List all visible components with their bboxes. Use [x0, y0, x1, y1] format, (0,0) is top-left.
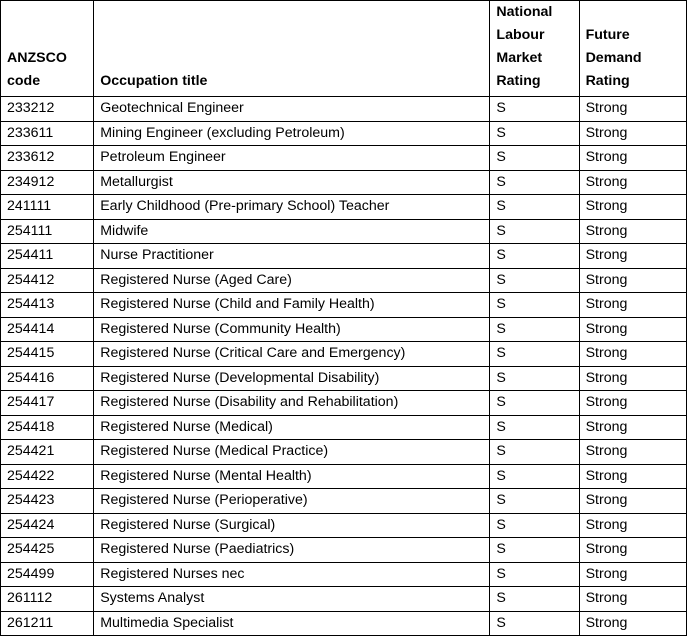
cell-occupation-title: Registered Nurses nec [94, 562, 490, 587]
cell-occupation-title: Nurse Practitioner [94, 244, 490, 269]
table-row [1, 146, 687, 171]
cell-national-rating: S [490, 146, 579, 171]
cell-future-demand-rating: Strong [579, 170, 686, 195]
cell-occupation-title: Registered Nurse (Developmental Disability) [94, 366, 490, 391]
cell-national-rating: S [490, 366, 579, 391]
cell-anzsco-code: 261211 [1, 611, 94, 636]
cell-occupation-title: Registered Nurse (Critical Care and Emergency) [94, 342, 490, 367]
cell-occupation-title: Systems Analyst [94, 587, 490, 612]
cell-anzsco-code: 254416 [1, 366, 94, 391]
cell-future-demand-rating: Strong [579, 97, 686, 122]
cell-occupation-title: Registered Nurse (Medical Practice) [94, 440, 490, 465]
table-body [1, 97, 687, 636]
cell-future-demand-rating: Strong [579, 489, 686, 514]
cell-anzsco-code: 254417 [1, 391, 94, 416]
table-row [1, 366, 687, 391]
header-anzsco-code-line: code [7, 73, 41, 89]
header-anzsco-code [1, 1, 94, 97]
cell-future-demand-rating: Strong [579, 440, 686, 465]
cell-occupation-title: Registered Nurse (Perioperative) [94, 489, 490, 514]
header-row [1, 1, 687, 97]
table-row [1, 121, 687, 146]
header-future-demand-rating-line: Demand [585, 50, 642, 66]
cell-anzsco-code: 254411 [1, 244, 94, 269]
cell-national-rating: S [490, 195, 579, 220]
cell-future-demand-rating: Strong [579, 391, 686, 416]
table-header [1, 1, 687, 97]
cell-national-rating: S [490, 317, 579, 342]
cell-future-demand-rating: Strong [579, 464, 686, 489]
cell-occupation-title: Registered Nurse (Medical) [94, 415, 490, 440]
header-future-demand-rating [579, 1, 686, 97]
cell-national-rating: S [490, 342, 579, 367]
header-future-demand-rating-line: Rating [585, 73, 630, 89]
cell-future-demand-rating: Strong [579, 195, 686, 220]
cell-national-rating: S [490, 219, 579, 244]
cell-occupation-title: Metallurgist [94, 170, 490, 195]
cell-anzsco-code: 254422 [1, 464, 94, 489]
table-row [1, 293, 687, 318]
header-national-rating-line: National [496, 4, 553, 20]
cell-national-rating: S [490, 464, 579, 489]
table-row [1, 611, 687, 636]
header-national-rating-line: Labour [496, 27, 545, 43]
cell-anzsco-code: 261112 [1, 587, 94, 612]
cell-national-rating: S [490, 244, 579, 269]
cell-national-rating: S [490, 170, 579, 195]
cell-national-rating: S [490, 440, 579, 465]
cell-national-rating: S [490, 415, 579, 440]
table-row [1, 342, 687, 367]
cell-future-demand-rating: Strong [579, 513, 686, 538]
cell-anzsco-code: 254413 [1, 293, 94, 318]
cell-national-rating: S [490, 293, 579, 318]
table-row [1, 170, 687, 195]
header-national-rating-line: Market [496, 50, 543, 66]
cell-national-rating: S [490, 268, 579, 293]
cell-occupation-title: Geotechnical Engineer [94, 97, 490, 122]
cell-future-demand-rating: Strong [579, 244, 686, 269]
cell-occupation-title: Registered Nurse (Disability and Rehabilitation) [94, 391, 490, 416]
cell-national-rating: S [490, 121, 579, 146]
cell-anzsco-code: 241111 [1, 195, 94, 220]
cell-national-rating: S [490, 97, 579, 122]
cell-national-rating: S [490, 538, 579, 563]
table-row [1, 391, 687, 416]
cell-anzsco-code: 234912 [1, 170, 94, 195]
table-row [1, 97, 687, 122]
cell-national-rating: S [490, 587, 579, 612]
cell-future-demand-rating: Strong [579, 121, 686, 146]
cell-future-demand-rating: Strong [579, 587, 686, 612]
table-row [1, 513, 687, 538]
cell-national-rating: S [490, 513, 579, 538]
cell-occupation-title: Registered Nurse (Mental Health) [94, 464, 490, 489]
table-row [1, 587, 687, 612]
cell-anzsco-code: 254423 [1, 489, 94, 514]
table-row [1, 195, 687, 220]
cell-future-demand-rating: Strong [579, 611, 686, 636]
cell-occupation-title: Midwife [94, 219, 490, 244]
cell-future-demand-rating: Strong [579, 268, 686, 293]
cell-future-demand-rating: Strong [579, 219, 686, 244]
cell-occupation-title: Early Childhood (Pre-primary School) Teacher [94, 195, 490, 220]
header-national-rating-line: Rating [496, 73, 541, 89]
cell-national-rating: S [490, 391, 579, 416]
cell-anzsco-code: 254414 [1, 317, 94, 342]
cell-national-rating: S [490, 489, 579, 514]
cell-anzsco-code: 233611 [1, 121, 94, 146]
cell-occupation-title: Mining Engineer (excluding Petroleum) [94, 121, 490, 146]
table-row [1, 562, 687, 587]
table-row [1, 538, 687, 563]
cell-anzsco-code: 254415 [1, 342, 94, 367]
cell-national-rating: S [490, 611, 579, 636]
cell-anzsco-code: 254499 [1, 562, 94, 587]
cell-national-rating: S [490, 562, 579, 587]
cell-occupation-title: Registered Nurse (Paediatrics) [94, 538, 490, 563]
cell-future-demand-rating: Strong [579, 317, 686, 342]
header-anzsco-code-line: ANZSCO [7, 50, 67, 66]
cell-anzsco-code: 233612 [1, 146, 94, 171]
cell-future-demand-rating: Strong [579, 538, 686, 563]
table-row [1, 464, 687, 489]
header-occupation-title-line: Occupation title [100, 73, 208, 89]
table-row [1, 244, 687, 269]
cell-occupation-title: Registered Nurse (Surgical) [94, 513, 490, 538]
table-row [1, 219, 687, 244]
cell-anzsco-code: 254421 [1, 440, 94, 465]
cell-occupation-title: Registered Nurse (Community Health) [94, 317, 490, 342]
table-row [1, 268, 687, 293]
cell-future-demand-rating: Strong [579, 342, 686, 367]
cell-occupation-title: Registered Nurse (Child and Family Health) [94, 293, 490, 318]
table-row [1, 489, 687, 514]
cell-future-demand-rating: Strong [579, 366, 686, 391]
header-future-demand-rating-line: Future [585, 27, 630, 43]
cell-occupation-title: Registered Nurse (Aged Care) [94, 268, 490, 293]
header-occupation-title [94, 1, 490, 97]
cell-anzsco-code: 254111 [1, 219, 94, 244]
cell-anzsco-code: 233212 [1, 97, 94, 122]
cell-future-demand-rating: Strong [579, 146, 686, 171]
table-row [1, 317, 687, 342]
cell-occupation-title: Multimedia Specialist [94, 611, 490, 636]
cell-future-demand-rating: Strong [579, 562, 686, 587]
cell-future-demand-rating: Strong [579, 293, 686, 318]
cell-anzsco-code: 254412 [1, 268, 94, 293]
cell-anzsco-code: 254425 [1, 538, 94, 563]
cell-anzsco-code: 254418 [1, 415, 94, 440]
cell-anzsco-code: 254424 [1, 513, 94, 538]
cell-future-demand-rating: Strong [579, 415, 686, 440]
table-row [1, 440, 687, 465]
table-row [1, 415, 687, 440]
cell-occupation-title: Petroleum Engineer [94, 146, 490, 171]
header-national-rating [490, 1, 579, 97]
